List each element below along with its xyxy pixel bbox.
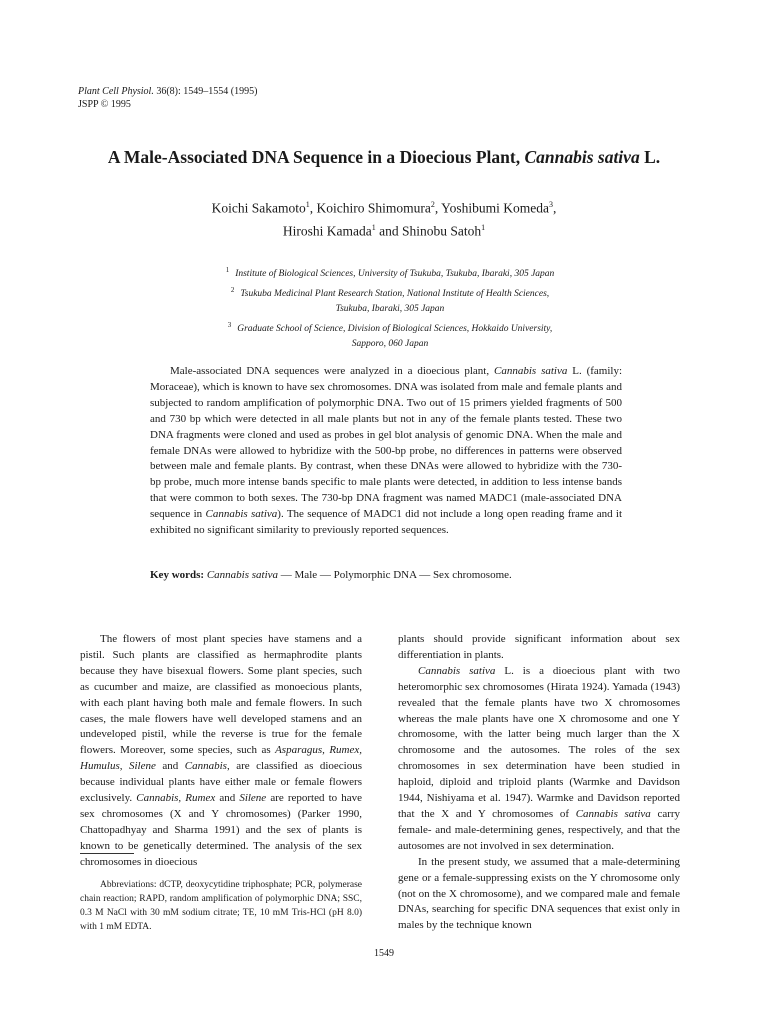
affiliation-text-cont: Sapporo, 060 Japan <box>351 339 429 350</box>
body-left-column <box>80 632 362 871</box>
author-affiliation-mark: 2 <box>430 200 435 209</box>
title-main: A Male-Associated DNA Sequence in a Dioecious Plant, <box>107 147 521 167</box>
author-name: Shinobu Satoh <box>401 223 482 238</box>
copyright-icon: © <box>100 99 109 110</box>
body-text: and <box>219 792 236 805</box>
genus-list: Cannabis, Rumex <box>136 792 216 805</box>
species-name: Cannabis sativa <box>575 807 651 820</box>
title-species: Cannabis sativa <box>524 147 640 167</box>
affiliation-number: 2 <box>230 285 235 294</box>
body-paragraph <box>398 632 680 664</box>
author-separator: , <box>434 200 442 216</box>
author-separator: and <box>375 223 402 238</box>
species-name: Cannabis sativa <box>418 664 496 677</box>
title-suffix: L. <box>644 147 661 167</box>
body-paragraph <box>398 855 680 935</box>
author-affiliation-mark: 1 <box>305 200 310 209</box>
keyword-species: Cannabis sativa <box>206 569 279 581</box>
author-affiliation-mark: 1 <box>481 222 486 232</box>
abstract-species: Cannabis sativa <box>494 365 568 377</box>
body-text: carry female- and male-determining genes, respectively, and that the autosomes are not involved in sex determination. <box>398 807 681 852</box>
affiliation-text-cont: Tsukuba, Ibaraki, 305 Japan <box>335 304 445 315</box>
abstract-text: Male-associated DNA sequences were analyzed in a dioecious plant, <box>170 365 490 377</box>
body-text: plants should provide significant information about sex differentiation in plants. <box>398 633 680 661</box>
affiliation-number: 3 <box>227 320 232 329</box>
keywords <box>150 568 622 583</box>
journal-citation: 36(8): 1549–1554 (1995) <box>156 86 258 97</box>
author-line-1 <box>0 195 768 218</box>
body-right-column <box>398 632 680 934</box>
jspp-year: 1995 <box>110 99 131 110</box>
author-affiliation-mark: 3 <box>548 200 553 209</box>
genus-name: Silene <box>239 792 267 805</box>
body-text: are reported to have sex chromosomes (X and Y chromosomes) (Parker 1990, Chattopadhyay and Sharma 1991) and the sex of plants is known to be genetically determined. The analysis of the sex chromosomes in dioecious <box>80 792 363 868</box>
body-text: In the present study, we assumed that a male-determining gene or a female-suppressing exists on the Y chromosome only (not on the X chromosome), and we compared male and female DNAs, searching for specific DNA sequences that exist only in males by the technique known <box>398 855 680 932</box>
affiliation-text: Graduate School of Science, Division of Biological Sciences, Hokkaido University, <box>237 323 553 334</box>
author-separator: , <box>552 200 557 216</box>
genus-list: Asparagus, Rumex, Humulus, Silene <box>80 744 362 773</box>
keywords-rest: — Male — Polymorphic DNA — Sex chromosome. <box>278 569 512 581</box>
author-name: Hiroshi Kamada <box>282 223 372 238</box>
jspp-line <box>78 98 257 111</box>
author-name: Koichiro Shimomura <box>316 200 431 216</box>
affiliation-1 <box>170 263 610 283</box>
body-text: , are classified as dioecious because individual plants have either male or female flowers exclusively. <box>80 760 363 805</box>
author-separator: , <box>309 200 317 216</box>
author-affiliation-mark: 1 <box>371 222 376 232</box>
keywords-label: Key words: <box>150 569 205 581</box>
abstract-text: ). The sequence of MADC1 did not include a long open reading frame and it exhibited no significant similarity to previously reported sequences. <box>150 508 623 537</box>
affiliation-3 <box>170 318 610 353</box>
genus-name: Cannabis <box>184 760 227 773</box>
affiliation-text: Institute of Biological Sciences, University of Tsukuba, Tsukuba, Ibaraki, 305 Japan <box>235 269 555 280</box>
body-text: and <box>162 760 179 773</box>
paper-title <box>0 146 768 168</box>
abstract-text: L. (family: Moraceae), which is known to have sex chromosomes. DNA was isolated from male and female plants and subjected to random amplification of polymorphic DNA. Two out of 15 primers yielded fragments of 500 and 730 bp which were detected in all male plants but not in any of the female plants tested. These two DNA fragments were cloned and used as probes in gel blot analysis of genomic DNA. When the male and female DNAs were allowed to hybridize with the 500-bp probe, no differences in patterns were observed between male and female plants. By contrast, when these DNAs were allowed to hybridize with the 730-bp probe, much more intense bands specific to male plants were detected, in addition to less intense bands that were common to both sexes. The 730-bp DNA fragment was named MADC1 (male-associated DNA sequence in <box>150 365 623 521</box>
journal-header <box>78 85 257 111</box>
footnote-divider <box>80 853 134 854</box>
abstract-species: Cannabis sativa <box>205 508 278 521</box>
author-name: Koichi Sakamoto <box>211 200 306 216</box>
affiliation-list <box>170 263 610 353</box>
body-paragraph <box>398 664 680 855</box>
author-line-2 <box>0 218 768 241</box>
body-text: The flowers of most plant species have stamens and a pistil. Such plants are classified as hermaphrodite plants because they have bisexual flowers. Some plant species, such as cucumber and maize, are classified as monoecious plants, with each plant having both male and female flowers. In such cases, the male flowers have well developed stamens and an undeveloped pistil, while the reverse is true for the female flowers. Moreover, some species, such as <box>80 633 362 757</box>
citation-line <box>78 85 257 98</box>
page-number: 1549 <box>374 948 394 959</box>
author-list <box>0 195 768 240</box>
affiliation-number: 1 <box>225 266 230 274</box>
body-paragraph <box>80 632 362 871</box>
abstract <box>150 364 622 539</box>
body-text: L. is a dioecious plant with two heteromorphic sex chromosomes (Hirata 1924). Yamada (1943) revealed that the female plants have two X chromosomes whereas the male plants have one X chromosome and one Y chromosome, with the latter being much larger than the X chromosome and the autosomes. The roles of the sex chromosomes in sex determination have been studied in haploid, diploid and triploid plants (Warmke and Davidson 1944, Nishiyama et al. 1947). Warmke and Davidson reported that the X and Y chromosomes of <box>398 664 681 820</box>
author-name: Yoshibumi Komeda <box>441 200 549 216</box>
affiliation-text: Tsukuba Medicinal Plant Research Station, National Institute of Health Sciences, <box>240 288 550 299</box>
footnote-abbreviations: Abbreviations: dCTP, deoxycytidine triphosphate; PCR, polymerase chain reaction; RAPD, random amplification of polymorphic DNA; SSC, 0.3 M NaCl with 30 mM sodium citrate; TE, 10 mM Tris-HCl (pH 8.0) with 1 mM EDTA. <box>80 880 362 932</box>
journal-name: Plant Cell Physiol. <box>78 86 154 97</box>
jspp-label: JSPP <box>78 99 99 110</box>
affiliation-2 <box>170 283 610 318</box>
